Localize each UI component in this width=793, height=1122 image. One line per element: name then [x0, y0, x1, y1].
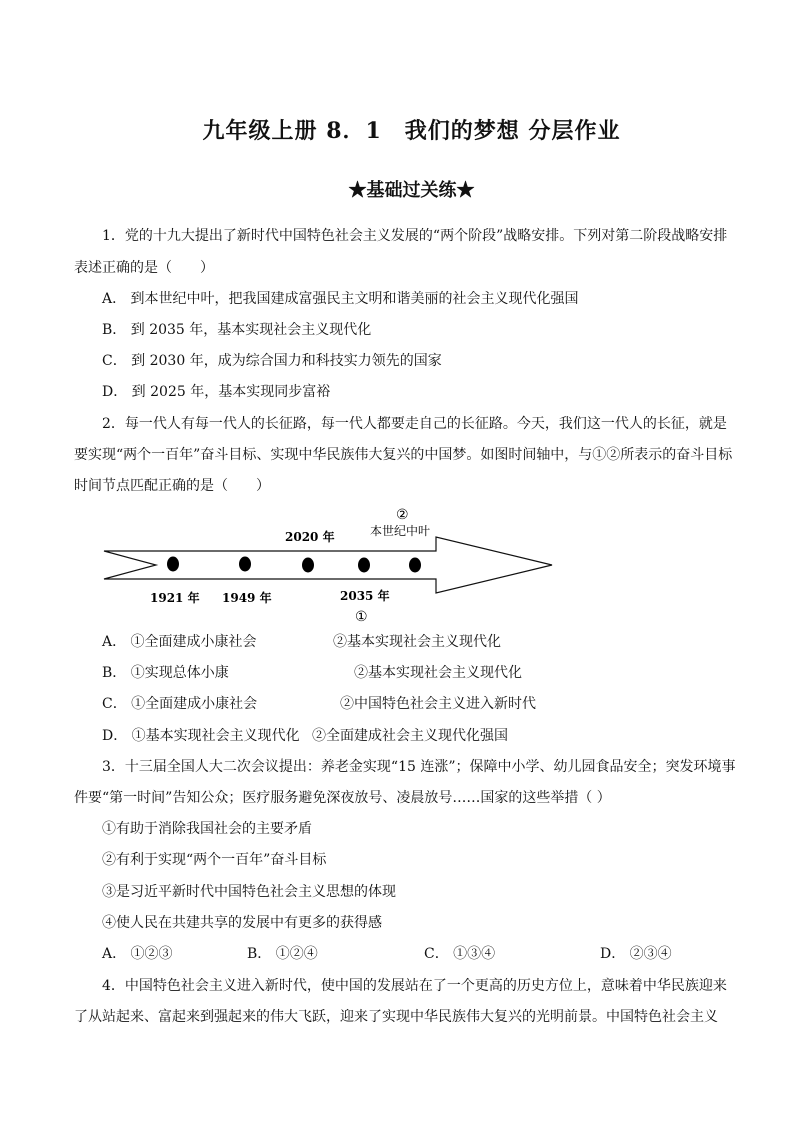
timeline-dot-2020	[302, 558, 314, 573]
q3-choice-c: C． ①③④	[424, 946, 496, 962]
q1-stem-line1: 1．党的十九大提出了新时代中国特色社会主义发展的“两个阶段”战略安排。下列对第二阶段战略安排	[102, 228, 728, 244]
timeline-label-1949: 1949 年	[222, 591, 272, 605]
section-heading: ★基础过关练★	[348, 180, 475, 201]
timeline-dot-2035	[358, 558, 370, 573]
q1-stem-line2: 表述正确的是（ ）	[74, 260, 214, 276]
q3-item-2: ②有利于实现“两个一百年”奋斗目标	[102, 852, 327, 868]
q3-choice-a: A． ①②③	[102, 946, 173, 962]
q2-option-b-right: ②基本实现社会主义现代化	[354, 665, 522, 681]
q2-option-b-left: B． ①实现总体小康	[102, 665, 229, 681]
timeline-dot-1921	[167, 557, 179, 572]
q3-item-3: ③是习近平新时代中国特色社会主义思想的体现	[102, 884, 396, 900]
q2-option-a-left: A． ①全面建成小康社会	[102, 634, 257, 650]
q2-option-c-right: ②中国特色社会主义进入新时代	[340, 696, 536, 712]
q2-option-a-right: ②基本实现社会主义现代化	[333, 634, 501, 650]
q4-stem-line1: 4．中国特色社会主义进入新时代，使中国的发展站在了一个更高的历史方位上，意味着中华民族迎来	[102, 978, 727, 994]
q1-option-d: D． 到 2025 年，基本实现同步富裕	[102, 384, 331, 400]
timeline-dot-1949	[239, 557, 251, 572]
q2-option-c-left: C． ①全面建成小康社会	[102, 696, 258, 712]
timeline-label-1921: 1921 年	[150, 591, 200, 605]
q3-stem-line2: 件要“第一时间”告知公众；医疗服务避免深夜放号、凌晨放号……国家的这些举措（ ）	[74, 790, 611, 806]
q1-option-c: C． 到 2030 年，成为综合国力和科技实力领先的国家	[102, 353, 442, 369]
q2-option-d-left: D． ①基本实现社会主义现代化	[102, 728, 300, 744]
timeline-label-mid-century: 本世纪中叶	[370, 524, 431, 538]
timeline-marker-1: ①	[355, 609, 368, 625]
timeline-label-2035: 2035 年	[340, 589, 390, 603]
timeline-label-2020: 2020 年	[285, 530, 335, 544]
page-title: 九年级上册 8．1 我们的梦想 分层作业	[202, 118, 621, 144]
q1-option-a: A． 到本世纪中叶，把我国建成富强民主文明和谐美丽的社会主义现代化强国	[102, 291, 579, 307]
q3-item-4: ④使人民在共建共享的发展中有更多的获得感	[102, 915, 382, 931]
q2-stem-line3: 时间节点匹配正确的是（ ）	[74, 478, 270, 494]
timeline-dot-mid-century	[409, 558, 421, 573]
q2-stem-line1: 2．每一代人有每一代人的长征路，每一代人都要走自己的长征路。今天，我们这一代人的长征，就是	[102, 416, 727, 432]
q3-item-1: ①有助于消除我国社会的主要矛盾	[102, 821, 312, 837]
q2-stem-line2: 要实现“两个一百年”奋斗目标、实现中华民族伟大复兴的中国梦。如图时间轴中，与①②所表示的奋斗目标	[74, 447, 733, 463]
q3-choice-b: B． ①②④	[247, 946, 318, 962]
q3-stem-line1: 3．十三届全国人大二次会议提出：养老金实现“15 连涨”；保障中小学、幼儿园食品安全；突发环境事	[102, 759, 736, 775]
q4-stem-line2: 了从站起来、富起来到强起来的伟大飞跃，迎来了实现中华民族伟大复兴的光明前景。中国特色社会主义	[74, 1009, 718, 1025]
q1-option-b: B． 到 2035 年，基本实现社会主义现代化	[102, 322, 372, 338]
q2-option-d-right: ②全面建成社会主义现代化强国	[312, 728, 508, 744]
timeline-marker-2: ②	[396, 507, 409, 523]
q3-choice-d: D． ②③④	[600, 946, 672, 962]
timeline-figure	[100, 505, 560, 630]
